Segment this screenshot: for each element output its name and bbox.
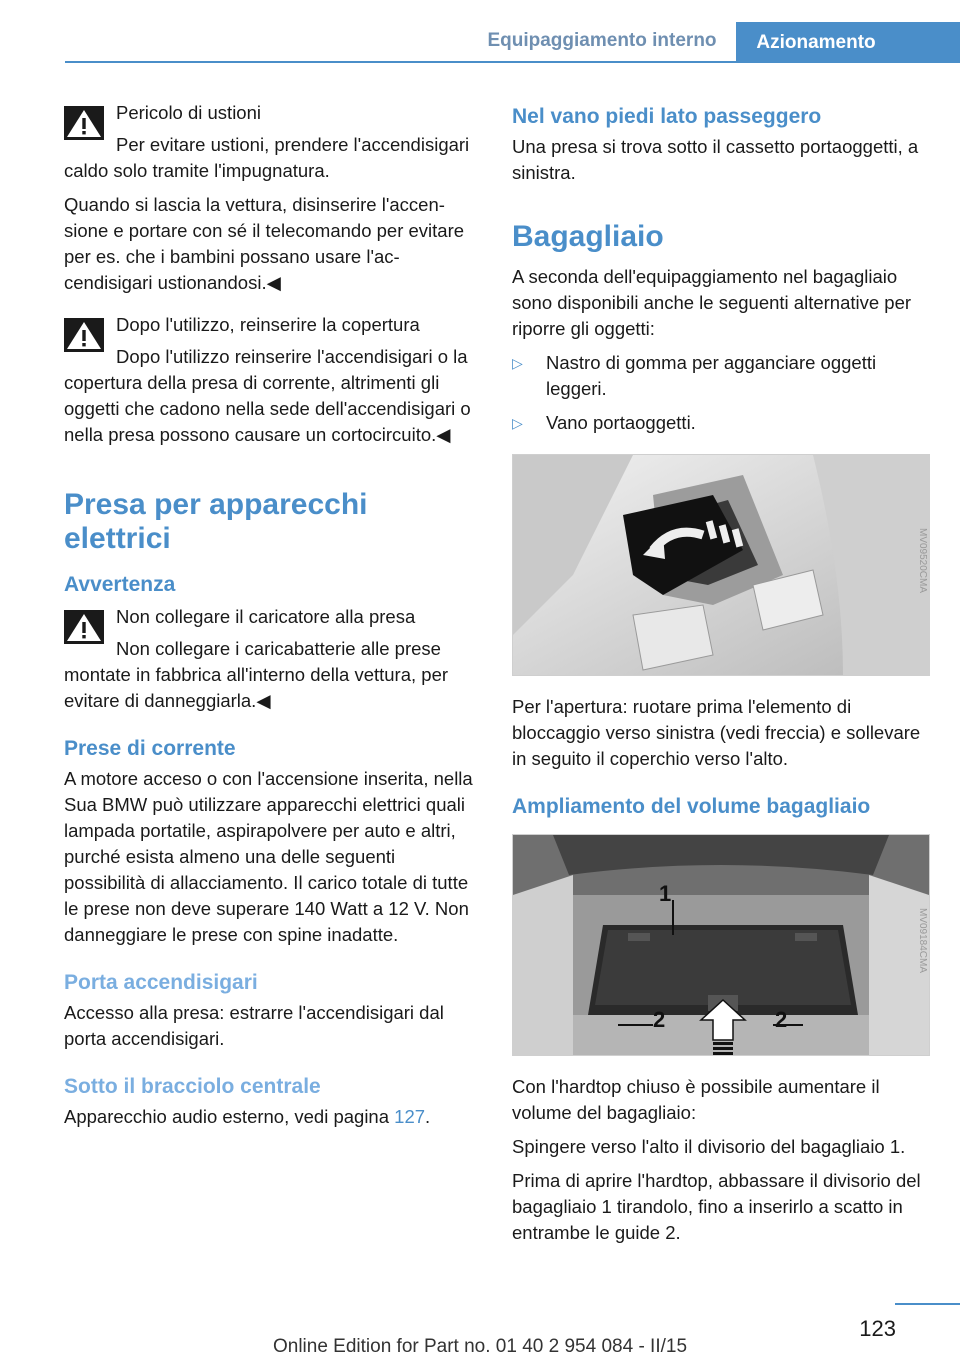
warning-title: Pericolo di ustioni [116,102,261,123]
section-heading-presa: Presa per apparecchi elettrici [64,488,368,555]
footer-edition: Online Edition for Part no. 01 40 2 954 084 - II/15 [272,1336,688,1357]
subheading-sotto: Sotto il bracciolo centrale [64,1075,321,1098]
subheading-avvertenza: Avvertenza [64,573,176,596]
section-heading-bagagliaio: Bagagliaio [512,220,664,253]
page-number: 123 [859,1316,896,1341]
warning-charger [64,604,480,714]
body-text-prese: A motore acceso o con l'accensione inserita, nella Sua BMW può utilizzare apparecchi elettrici quali lampada portatile, aspirapolvere per auto e altri, purché esista almeno una delle seguenti possibilità di allacciamento. Il carico totale di tutte le prese non deve superare 140 Watt a 12 V. Non danneggiare le prese con spine inadatte. [64,768,473,945]
subheading-ampliamento: Ampliamento del volume bagagliaio [512,795,871,818]
header-tab-extension [896,22,960,63]
storage-compartment-illustration [513,455,929,675]
body-text-bagagliaio: A seconda dell'equipaggiamento nel bagagliaio sono disponibili anche le seguenti alternative per riporre gli oggetti: [512,266,912,339]
page-header [0,0,960,64]
trunk-partition-image [512,834,930,1056]
body-text-apertura: Per l'apertura: ruotare prima l'elemento di bloccaggio verso sinistra (vedi freccia) e sollevare in seguito il coperchio verso l'alto. [512,696,921,769]
triangle-bullet-icon: ▷ [512,355,523,371]
warning-text: Per evitare ustioni, prendere l'accendisigari caldo solo tramite l'impugnatura. [64,134,470,181]
body-text-ampl-3: Prima di aprire l'hardtop, abbassare il divisorio del bagagliaio 1 tirandolo, fino a inserirlo a scatto in entrambe le guide 2. [512,1170,921,1243]
sotto-text: Apparecchio audio esterno, vedi pagina [64,1106,395,1127]
warning-triangle-icon [64,106,104,140]
triangle-bullet-icon: ▷ [512,415,523,431]
callout-label-2-left: 2 [653,1007,666,1032]
body-text-vano: Una presa si trova sotto il cassetto portaoggetti, a sinistra. [512,136,919,183]
list-item-text: Vano portaoggetti. [546,412,696,433]
callout-label-2-right: 2 [775,1007,788,1032]
body-text-ampl-2: Spingere verso l'alto il divisorio del bagagliaio 1. [512,1136,906,1157]
page-link-127[interactable]: 127 [394,1106,426,1127]
right-column [512,100,928,1254]
subheading-porta: Porta accendisigari [64,971,258,994]
callout-label-1: 1 [659,881,672,906]
footer-rule [895,1303,960,1305]
bullet-list [512,350,928,436]
header-chapter-tab: Azionamento [736,22,896,63]
warning-title: Dopo l'utilizzo, reinserire la copertura [116,314,420,335]
warning-triangle-icon [64,610,104,644]
warning-text-2: Quando si lascia la vettura, disinserire l'accensione e portare con sé il telecomando per evitare per es. che i bambini possano usare l'accendisigari ustionandosi.◀ [64,194,465,293]
subheading-vano: Nel vano piedi lato passeggero [512,105,822,128]
list-item [512,350,928,402]
sotto-end: . [425,1106,431,1127]
warning-cover [64,312,480,448]
header-section-title: Equipaggiamento interno [487,30,717,51]
body-text-ampl-1: Con l'hardtop chiuso è possibile aumentare il volume del bagagliaio: [512,1076,880,1123]
image-code: MV09520CMA [916,527,928,594]
warning-triangle-icon [64,318,104,352]
warning-text: Non collegare i caricabatterie alle prese montate in fabbrica all'interno della vettura, per evitare di danneggiarla.◀ [64,638,449,711]
image-code: MV09184CMA [916,907,928,974]
warning-burn [64,100,480,296]
header-rule [65,61,960,63]
left-column [64,100,480,1138]
list-item [512,410,928,436]
warning-title: Non collegare il caricatore alla presa [116,606,416,627]
list-item-text: Nastro di gomma per agganciare oggetti leggeri. [546,352,877,399]
body-text-sotto [64,1104,480,1130]
subheading-prese: Prese di corrente [64,737,236,760]
storage-compartment-image [512,454,930,676]
trunk-partition-illustration [513,835,929,1055]
warning-text: Dopo l'utilizzo reinserire l'accendisigari o la copertura della presa di corrente, altrimenti gli oggetti che cadono nella sede dell'accendisigari o nella presa possono causare un cortocircuito.◀ [64,346,471,445]
body-text-porta: Accesso alla presa: estrarre l'accendisigari dal porta accendisigari. [64,1002,444,1049]
